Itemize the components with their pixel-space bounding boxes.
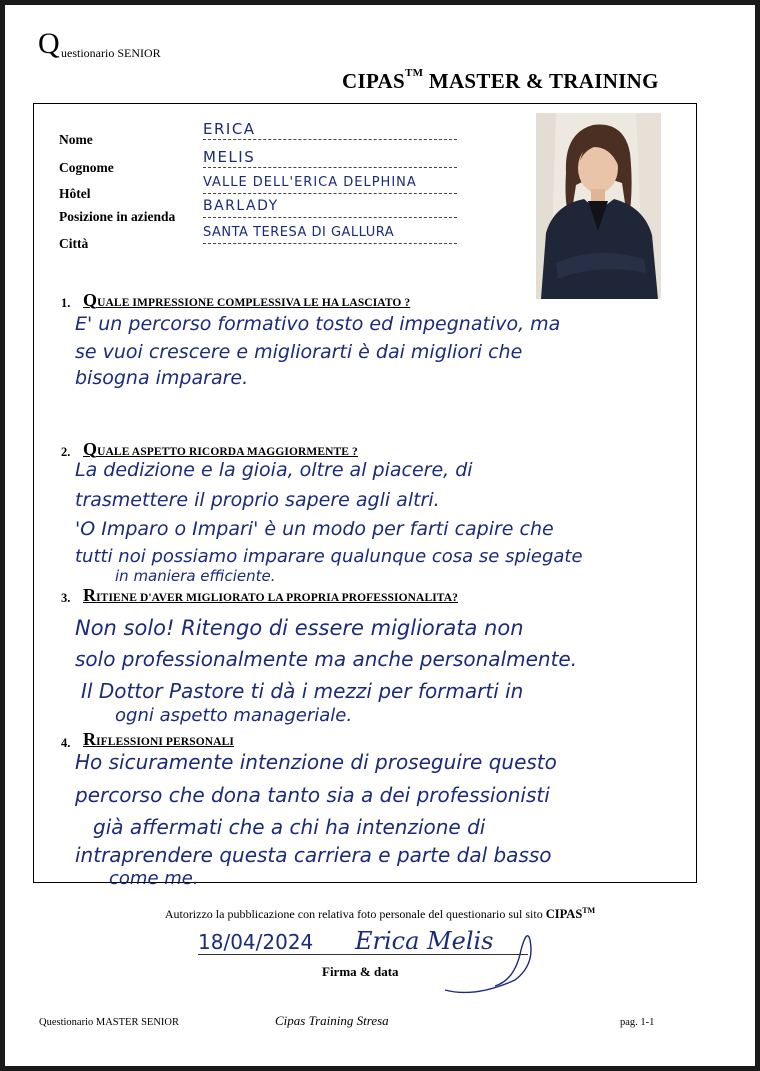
question-4-initial: R	[83, 729, 97, 749]
signature-line	[198, 954, 528, 955]
field-label-nome: Nome	[59, 132, 93, 147]
answer-4-line-4: intraprendere questa carriera e parte dal basso	[75, 843, 552, 867]
field-line-nome	[203, 139, 457, 140]
answer-1-line-3: bisogna imparare.	[75, 367, 249, 389]
field-line-citta	[203, 243, 457, 244]
brand-trademark: TM	[404, 67, 424, 79]
answer-2-line-3: 'O Imparo o Impari' è un modo per farti capire che	[75, 518, 554, 540]
field-value-posizione: BARLADY	[203, 198, 279, 214]
answer-1-line-1: E' un percorso formativo tosto ed impegnativo, ma	[75, 313, 561, 335]
handwritten-signature: Erica Melis	[355, 927, 494, 955]
field-label-cognome: Cognome	[59, 160, 114, 175]
field-line-posizione	[203, 217, 457, 218]
field-label-posizione: Posizione in azienda	[59, 209, 176, 224]
answer-4-line-5: come me.	[109, 868, 199, 889]
field-label-citta: Città	[59, 236, 89, 251]
answer-3-line-1: Non solo! Ritengo di essere migliorata non	[75, 616, 524, 640]
question-4-title	[83, 729, 234, 750]
signature-date: 18/04/2024	[198, 930, 314, 954]
brand-cipas: CIPAS	[342, 69, 405, 93]
question-1-title-text: UALE IMPRESSIONE COMPLESSIVA LE HA LASCIATO ?	[97, 297, 411, 309]
answer-2-line-4: tutti noi possiamo imparare qualunque cosa se spiegate	[75, 546, 583, 567]
header-q-initial: Q	[38, 27, 60, 60]
answer-4-line-3: già affermati che a chi ha intenzione di	[93, 815, 486, 839]
field-value-citta: SANTA TERESA DI GALLURA	[203, 225, 395, 240]
question-3-initial: R	[83, 585, 97, 605]
field-value-nome: ERICA	[203, 120, 256, 138]
question-4-number: 4.	[61, 736, 71, 750]
field-value-cognome: MELIS	[203, 148, 256, 166]
header-questionnaire-type: uestionario SENIOR	[61, 46, 161, 60]
question-2-initial: Q	[83, 439, 98, 459]
footer-organization: Cipas Training Stresa	[275, 1013, 389, 1028]
footer-page-number: pag. 1-1	[620, 1017, 655, 1028]
question-3-number: 3.	[61, 591, 71, 605]
footer-form-name: Questionario MASTER SENIOR	[39, 1017, 179, 1028]
question-3-title	[83, 585, 458, 606]
field-line-cognome	[203, 167, 457, 168]
publication-consent	[5, 906, 755, 922]
answer-3-line-4: ogni aspetto manageriale.	[115, 705, 353, 726]
consent-brand: CIPAS	[545, 907, 583, 921]
question-2-title-text: UALE ASPETTO RICORDA MAGGIORMENTE ?	[97, 446, 358, 458]
answer-4-line-2: percorso che dona tanto sia a dei professionisti	[75, 783, 550, 807]
brand-master-training: MASTER & TRAINING	[423, 69, 659, 93]
answer-2-line-1: La dedizione e la gioia, oltre al piacere, di	[75, 459, 473, 481]
questionnaire-page	[5, 5, 755, 1066]
consent-trademark: TM	[582, 906, 596, 915]
signature-label: Firma & data	[322, 964, 399, 979]
field-label-hotel: Hôtel	[59, 186, 91, 201]
question-1-number: 1.	[61, 296, 71, 310]
profile-photo	[536, 113, 661, 299]
question-1-initial: Q	[83, 290, 98, 310]
consent-text: Autorizzo la pubblicazione con relativa foto personale del questionario sul sito	[164, 907, 546, 921]
question-2-title	[83, 439, 358, 460]
answer-3-line-2: solo professionalmente ma anche personalmente.	[75, 647, 578, 671]
question-2-number: 2.	[61, 445, 71, 459]
field-value-hotel: VALLE DELL'ERICA DELPHINA	[203, 175, 417, 190]
brand-title	[342, 69, 659, 94]
field-line-hotel	[203, 193, 457, 194]
portrait-image	[536, 113, 661, 299]
answer-3-line-3: Il Dottor Pastore ti dà i mezzi per formarti in	[81, 679, 524, 703]
question-3-title-text: ITIENE D'AVER MIGLIORATO LA PROPRIA PROFESSIONALITA?	[96, 592, 458, 604]
question-4-title-text: IFLESSIONI PERSONALI	[96, 736, 234, 748]
answer-2-line-5: in maniera efficiente.	[115, 567, 276, 585]
answer-2-line-2: trasmettere il proprio sapere agli altri.	[75, 489, 440, 511]
signature-flourish	[435, 920, 545, 1000]
answer-4-line-1: Ho sicuramente intenzione di proseguire questo	[75, 750, 557, 774]
question-1-title	[83, 290, 410, 311]
answer-1-line-2: se vuoi crescere e migliorarti è dai migliori che	[75, 341, 523, 363]
